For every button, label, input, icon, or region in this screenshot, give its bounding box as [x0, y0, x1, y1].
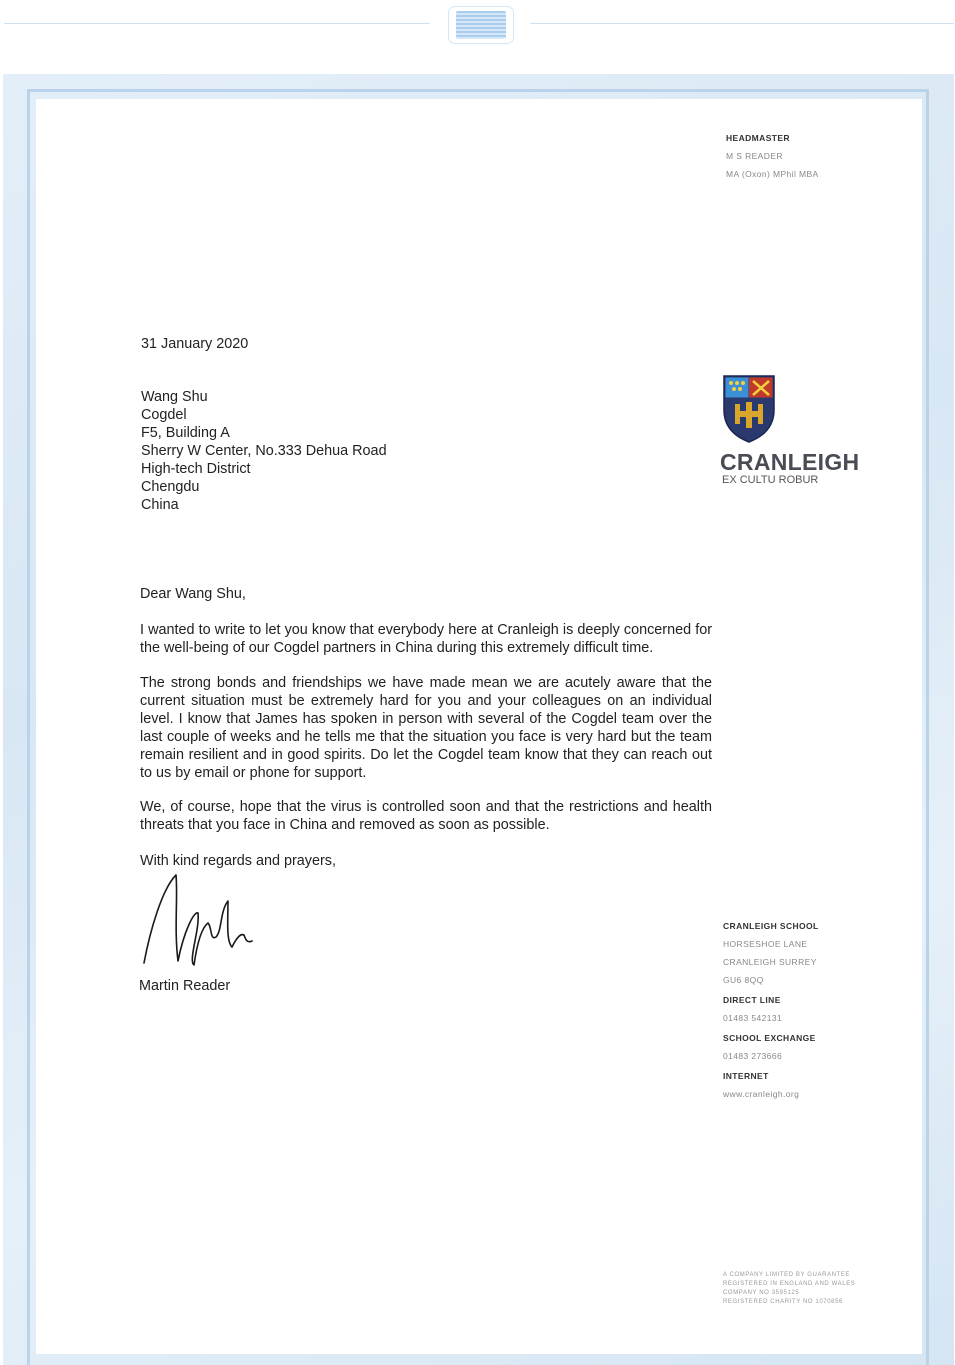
headmaster-title: HEADMASTER — [726, 133, 790, 143]
legal-notice — [723, 1271, 855, 1307]
school-motto: EX CULTU ROBUR — [722, 474, 819, 486]
letter-page — [36, 99, 922, 1354]
address-line: Wang Shu — [141, 389, 208, 405]
legal-line: COMPANY NO 3595125 — [723, 1290, 800, 1296]
address-line: HORSESHOE LANE — [723, 939, 808, 949]
headmaster-block — [726, 129, 819, 183]
internet-value: www.cranleigh.org — [723, 1089, 800, 1099]
legal-line: REGISTERED CHARITY NO 1070856 — [723, 1299, 843, 1305]
internet-label: INTERNET — [723, 1071, 769, 1081]
closing: With kind regards and prayers, — [140, 853, 336, 869]
school-name: CRANLEIGH — [720, 449, 860, 475]
address-line: Chengdu — [141, 479, 200, 495]
signer-name: Martin Reader — [139, 978, 231, 994]
legal-line: REGISTERED IN ENGLAND AND WALES — [723, 1281, 856, 1287]
direct-line-value: 01483 542131 — [723, 1013, 783, 1023]
recipient-address — [141, 388, 387, 514]
address-line: F5, Building A — [141, 425, 230, 441]
address-line: High-tech District — [141, 461, 251, 477]
exchange-value: 01483 273666 — [723, 1051, 783, 1061]
school-label: CRANLEIGH SCHOOL — [723, 921, 819, 931]
paragraph: The strong bonds and friendships we have made mean we are acutely aware that the current situation must be extremely hard for you and your colleagues on an individual level. I know that James has spoken in person with several of the Cogdel team over the last couple of weeks and he tells me that the situation you face is very hard but the team remain resilient and in good spirits. Do let the Cogdel team know that they can reach out to us by email or phone for support. — [140, 675, 712, 781]
address-line: China — [141, 497, 179, 513]
paragraph: I wanted to write to let you know that everybody here at Cranleigh is deeply concerned for the well-being of our Cogdel partners in China during this extremely difficult time. — [140, 622, 712, 656]
headmaster-name: M S READER — [726, 151, 783, 161]
crest-icon — [722, 374, 776, 444]
address-line: CRANLEIGH SURREY — [723, 957, 817, 967]
document-frame — [3, 74, 954, 1365]
top-divider-left — [4, 23, 430, 24]
document-icon — [448, 6, 514, 44]
headmaster-credentials: MA (Oxon) MPhil MBA — [726, 169, 819, 179]
address-line: Cogdel — [141, 407, 187, 423]
exchange-label: SCHOOL EXCHANGE — [723, 1033, 816, 1043]
direct-line-label: DIRECT LINE — [723, 995, 781, 1005]
top-divider-right — [530, 23, 954, 24]
contact-block — [723, 917, 819, 1103]
signature — [136, 871, 296, 971]
letter-date: 31 January 2020 — [141, 336, 249, 352]
address-line: Sherry W Center, No.333 Dehua Road — [141, 443, 387, 459]
address-line: GU6 8QQ — [723, 975, 764, 985]
paragraph: We, of course, hope that the virus is controlled soon and that the restrictions and health threats that you face in China and removed as soon as possible. — [140, 799, 712, 833]
salutation: Dear Wang Shu, — [140, 586, 246, 602]
legal-line: A COMPANY LIMITED BY GUARANTEE — [723, 1272, 851, 1278]
